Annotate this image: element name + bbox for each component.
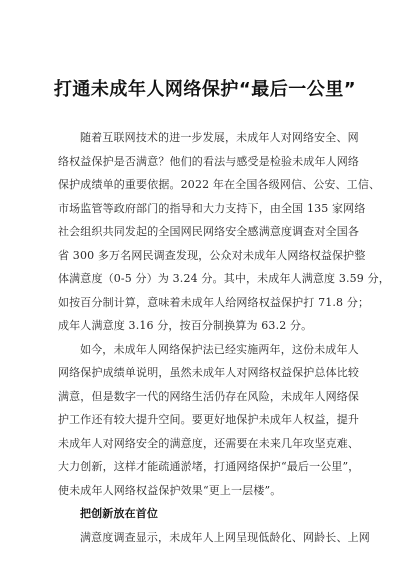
paragraph-line: 社会组织共同发起的全国网民网络安全感满意度调查对全国各 (58, 225, 360, 238)
section-heading: 把创新放在首位 (80, 507, 159, 520)
paragraph-line: 络权益保护是否满意？他们的看法与感受是检验未成年人网络 (58, 154, 360, 168)
paragraph-line: 护工作还有较大提升空间。要更好地保护未成年人权益，提升 (58, 413, 360, 426)
paragraph-line: 成年人满意度 3.16 分，按百分制换算为 63.2 分。 (58, 319, 313, 332)
paragraph-line: 网络保护成绩单说明，虽然未成年人对网络权益保护总体比较 (58, 366, 360, 379)
paragraph-line: 保护成绩单的重要依据。2022 年在全国各级网信、公安、工信、 (58, 178, 381, 191)
paragraph-line: 体满意度（0-5 分）为 3.24 分。其中，未成年人满意度 3.59 分， (58, 272, 390, 285)
paragraph-line: 随着互联网技术的进一步发展，未成年人对网络安全、网 (80, 131, 359, 144)
paragraph-line: 满意度调查显示，未成年人上网呈现低龄化、网龄长、上网 (80, 530, 370, 544)
paragraph-line: 大力创新，这样才能疏通淤堵，打通网络保护“最后一公里”， (58, 460, 360, 473)
document-body (58, 126, 390, 549)
paragraph-line: 如今，未成年人网络保护法已经实施两年，这份未成年人 (80, 342, 359, 356)
paragraph-line: 省 300 多万名网民调查发现，公众对未成年人网络权益保护整 (58, 248, 366, 262)
paragraph-line: 满意，但是数字一代的网络生活仍存在风险，未成年人网络保 (58, 389, 360, 403)
paragraph-line: 如按百分制计算，意味着未成年人给网络权益保护打 71.8 分； (58, 295, 370, 309)
document-title: 打通未成年人网络保护“最后一公里” (53, 79, 357, 100)
paragraph-line: 使未成年人网络权益保护效果“更上一层楼”。 (58, 483, 282, 497)
paragraph-line: 市场监管等政府部门的指导和大力支持下，由全国 135 家网络 (58, 201, 366, 215)
paragraph-line: 未成年人对网络安全的满意度，还需要在未来几年攻坚克难、 (58, 436, 360, 450)
